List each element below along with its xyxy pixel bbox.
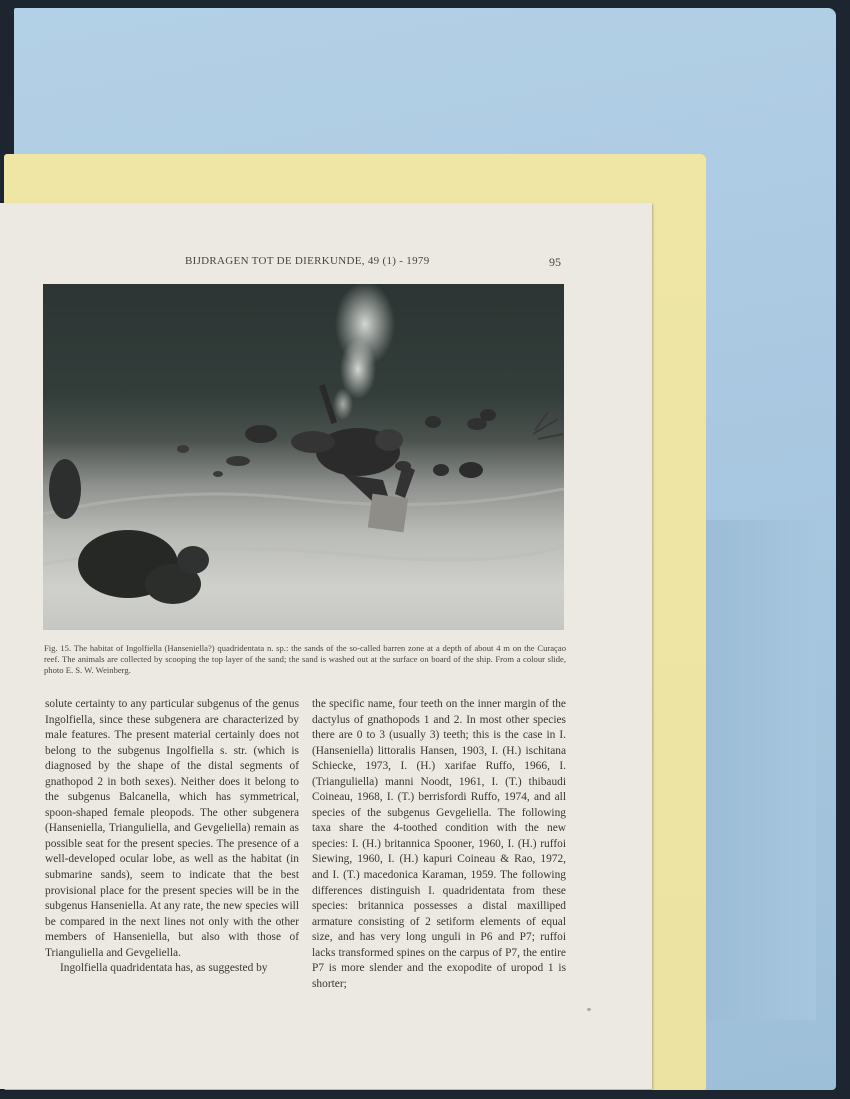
paper-speck: [587, 1008, 591, 1011]
figure-caption: Fig. 15. The habitat of Ingolfiella (Hanseniella?) quadridentata n. sp.: the sands of the so-called barren zone at a depth of about 4 m on the Curaçao reef. The animals are collected by scooping the top layer of the sand; the sand is washed out at the surface on board of the ship. From a colour slide, photo E. S. W. Weinberg.: [44, 643, 566, 675]
paragraph: Ingolfiella quadridentata has, as suggested by: [60, 962, 268, 975]
running-head: BIJDRAGEN TOT DE DIERKUNDE, 49 (1) - 1979: [185, 255, 430, 267]
blue-folder-fold: [706, 520, 816, 1020]
paragraph: solute certainty to any particular subgenus of the genus Ingolfiella, since these subgenera are characterized by male features. The present material certainly does not belong to the subgenus Ingolfiella s. str. (which is diagnosed by the shape of the distal segments of gnathopod 2 in both sexes). Neither does it belong to the subgenus Balcanella, which has symmetrical, spoon-shaped female pleopods. The other subgenera (Hanseniella, Trianguliella, and Gevgeliella) remain as possible seat for the present species. The presence of a well-developed ocular lobe, as well as the habitat (in submarine sands), seem to indicate that the best provisional place for the present species will be in the subgenus Hanseniella. At any rate, the new species will be compared in the next lines not only with the other members of Hanseniella, but also with those of Trianguliella and Gevgeliella.: [45, 698, 299, 959]
page-number: 95: [549, 255, 561, 269]
text-column-left: [45, 697, 299, 977]
habitat-photo: [43, 284, 564, 630]
text-column-right: [312, 697, 566, 992]
paragraph: the specific name, four teeth on the inner margin of the dactylus of gnathopods 1 and 2. In most other species there are 0 to 3 (usually 3) teeth; this is the case in I. (Hanseniella) littoralis Hansen, 1903, I. (H.) ischitana Schiecke, 1973, I. (H.) xarifae Ruffo, 1966, I. (Trianguliella) manni Noodt, 1961, I. (T.) thibaudi Coineau, 1968, I. (T.) berrisfordi Ruffo, 1974, and all species of the subgenus Gevgeliella. The following taxa share the 4-toothed condition with the new species: I. (H.) britannica Spooner, 1960, I. (H.) ruffoi Siewing, 1960, I. (H.) kapuri Coineau & Rao, 1972, and I. (T.) macedonica Karaman, 1959. The following differences distinguish I. quadridentata from these species: britannica possesses a distal maxilliped armature consisting of 2 setiform elements of equal size, and has very long unguli in P6 and P7; ruffoi lacks transformed spines on the carpus of P7, the entire P7 is more slender and the exopodite of uropod 1 is shorter;: [312, 698, 566, 990]
journal-page: [0, 203, 652, 1089]
